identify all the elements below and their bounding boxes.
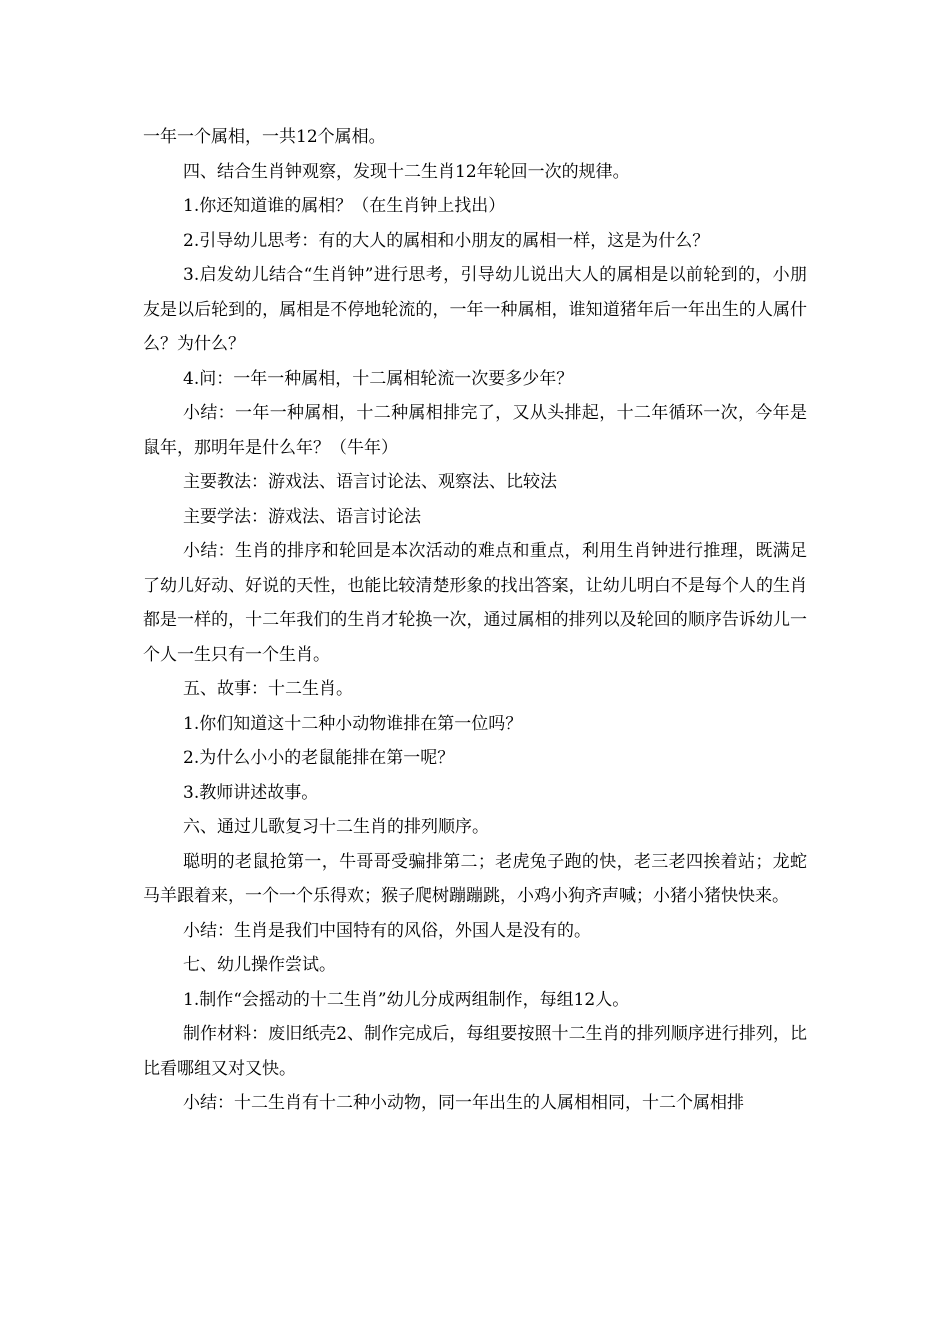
document-body [143,120,807,1121]
paragraph-1: 一年一个属相，一共12个属相。 [143,127,386,147]
section-heading-6: 六、通过儿歌复习十二生肖的排列顺序。 [183,817,489,837]
nursery-rhyme: 聪明的老鼠抢第一，牛哥哥受骗排第二；老虎兔子跑的快，老三老四挨着站；龙蛇马羊跟着来，一个一个乐得欢；猴子爬树蹦蹦跳，小鸡小狗齐声喊；小猪小猪快快来。 [143,851,807,906]
summary-paragraph-4: 小结：十二生肖有十二种小动物，同一年出生的人属相相同，十二个属相排 [183,1093,744,1113]
paragraph-12: 1.你们知道这十二种小动物谁排在第一位吗？ [183,713,523,734]
summary-paragraph-1: 小结：一年一种属相，十二种属相排完了，又从头排起，十二年循环一次，今年是鼠年，那明年是什么年？（牛年） [143,403,807,458]
learning-methods: 主要学法：游戏法、语言讨论法 [183,506,421,527]
paragraph-3: 1.你还知道谁的属相？（在生肖钟上找出） [183,196,506,216]
paragraph-19: 1.制作“会摇动的十二生肖”幼儿分成两组制作，每组12人。 [183,989,630,1010]
summary-paragraph-3: 小结：生肖是我们中国特有的风俗，外国人是没有的。 [183,920,591,941]
teaching-methods: 主要教法：游戏法、语言讨论法、观察法、比较法 [183,472,557,492]
paragraph-4: 2.引导幼儿思考：有的大人的属相和小朋友的属相一样，这是为什么？ [183,230,710,251]
paragraph-13: 2.为什么小小的老鼠能排在第一呢？ [183,748,455,768]
section-heading-4: 四、结合生肖钟观察，发现十二生肖12年轮回一次的规律。 [183,161,630,182]
summary-paragraph-2: 小结：生肖的排序和轮回是本次活动的难点和重点，利用生肖钟进行推理，既满足了幼儿好动、好说的天性，也能比较清楚形象的找出答案，让幼儿明白不是每个人的生肖都是一样的，十二年我们的生肖才轮换一次，通过属相的排列以及轮回的顺序告诉幼儿一个人一生只有一个生肖。 [143,541,807,665]
section-heading-7: 七、幼儿操作尝试。 [183,955,336,975]
materials-paragraph: 制作材料：废旧纸壳2、制作完成后，每组要按照十二生肖的排列顺序进行排列，比比看哪组又对又快。 [143,1024,807,1079]
paragraph-5: 3.启发幼儿结合“生肖钟”进行思考，引导幼儿说出大人的属相是以前轮到的，小朋友是以后轮到的，属相是不停地轮流的，一年一种属相，谁知道猪年后一年出生的人属什么？为什么？ [143,265,807,354]
paragraph-6: 4.问：一年一种属相，十二属相轮流一次要多少年？ [183,368,574,389]
paragraph-14: 3.教师讲述故事。 [183,782,319,803]
section-heading-5: 五、故事：十二生肖。 [183,679,353,699]
